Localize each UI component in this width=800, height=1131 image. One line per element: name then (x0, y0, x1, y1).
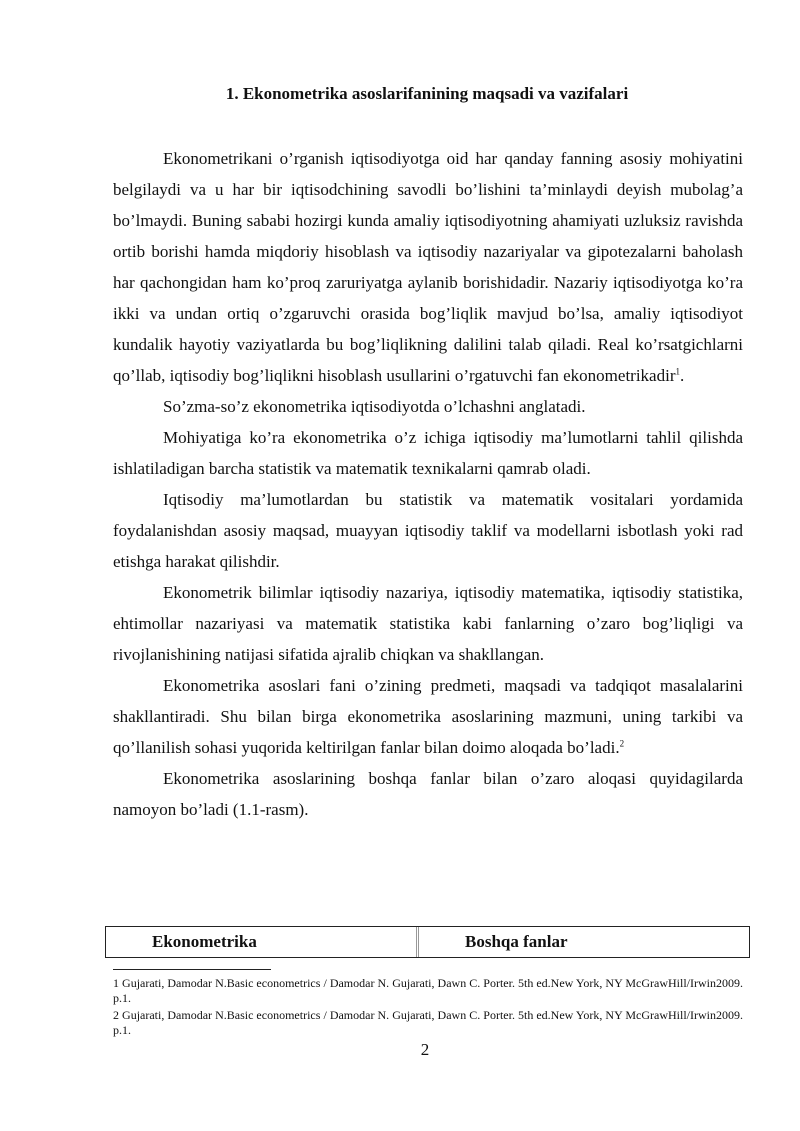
paragraph-2: So’zma-so’z ekonometrika iqtisodiyotda o’lchashni anglatadi. (163, 397, 586, 416)
footnote-ref-1[interactable]: 1 (675, 366, 680, 377)
paragraph-1-text: Ekonometrikani o’rganish iqtisodiyotga oid har qanday fanning asosiy mohiyatini belgilaydi va u har bir iqtisodchining savodli bo’lishini ta’minlaydi deyish mubolag’a bo’lmaydi. Buning sababi hozirgi kunda amaliy iqtisodiyotning ahamiyati uzluksiz ravishda ortib borishi hamda miqdoriy hisoblash va iqtisodiy nazariyalar va gipotezalarni baholash har qachongidan ham ko’proq zaruriyatga aylanib borishidadir. Nazariy iqtisodiyotga ko’ra ikki va undan ortiq o’zgaruvchi orasida bog’liqlik mavjud bo’lsa, amaliy iqtisodiyot kundalik hayotiy vaziyatlarda bu bog’liqlikning dalilini talab qiladi. Real ko’rsatgichlarni qo’llab, iqtisodiy bog’liqlikni hisoblash usullarini o’rgatuvchi fan ekonometrikadir (113, 149, 743, 385)
paragraph-6-text: Ekonometrika asoslari fani o’zining predmeti, maqsadi va tadqiqot masalalarini shakllantiradi. Shu bilan birga ekonometrika asoslarining mazmuni, uning tarkibi va qo’llanilish sohasi yuqorida keltirilgan fanlar bilan doimo aloqada bo’ladi. (113, 676, 743, 757)
footnote-divider (113, 969, 271, 970)
paragraph-3: Mohiyatiga ko’ra ekonometrika o’z ichiga iqtisodiy ma’lumotlarni tahlil qilishda ishlatiladigan barcha statistik va matematik texnikalarni qamrab oladi. (113, 428, 743, 478)
footnote-ref-2[interactable]: 2 (619, 738, 625, 749)
paragraph-5: Ekonometrik bilimlar iqtisodiy nazariya, iqtisodiy matematika, iqtisodiy statistika, ehtimollar nazariyasi va matematik statistika kabi fanlarning o’zaro bog’liqligi va rivojlanishining natijasi sifatida ajralib chiqkan va shakllangan. (113, 583, 743, 664)
paragraph-6 (113, 670, 743, 763)
page-number: 2 (420, 1040, 430, 1059)
body-text (113, 143, 743, 825)
paragraph-1-end: . (680, 366, 685, 385)
footnote-2: 2 Gujarati, Damodar N.Basic econometrics / Damodar N. Gujarati, Dawn C. Porter. 5th ed.New York, NY McGrawHill/Irwin2009. p.1. (113, 1008, 743, 1037)
paragraph-1 (113, 143, 743, 391)
section-heading: 1. Ekonometrika asoslarifanining maqsadi va vazifalari (225, 84, 629, 103)
table-header-econometrics: Ekonometrika (106, 927, 419, 957)
paragraph-4: Iqtisodiy ma’lumotlardan bu statistik va matematik vositalari yordamida foydalanishdan asosiy maqsad, muayyan iqtisodiy taklif va modellarni isbotlash yoki rad etishga harakat qilishdir. (113, 490, 743, 571)
relation-table (105, 926, 750, 958)
footnotes (113, 976, 743, 1040)
footnote-1: 1 Gujarati, Damodar N.Basic econometrics / Damodar N. Gujarati, Dawn C. Porter. 5th ed.New York, NY McGrawHill/Irwin2009. p.1. (113, 976, 743, 1005)
table-header-other-sciences: Boshqa fanlar (465, 932, 568, 951)
paragraph-7: Ekonometrika asoslarining boshqa fanlar bilan o’zaro aloqasi quyidagilarda namoyon bo’ladi (1.1-rasm). (113, 769, 743, 819)
